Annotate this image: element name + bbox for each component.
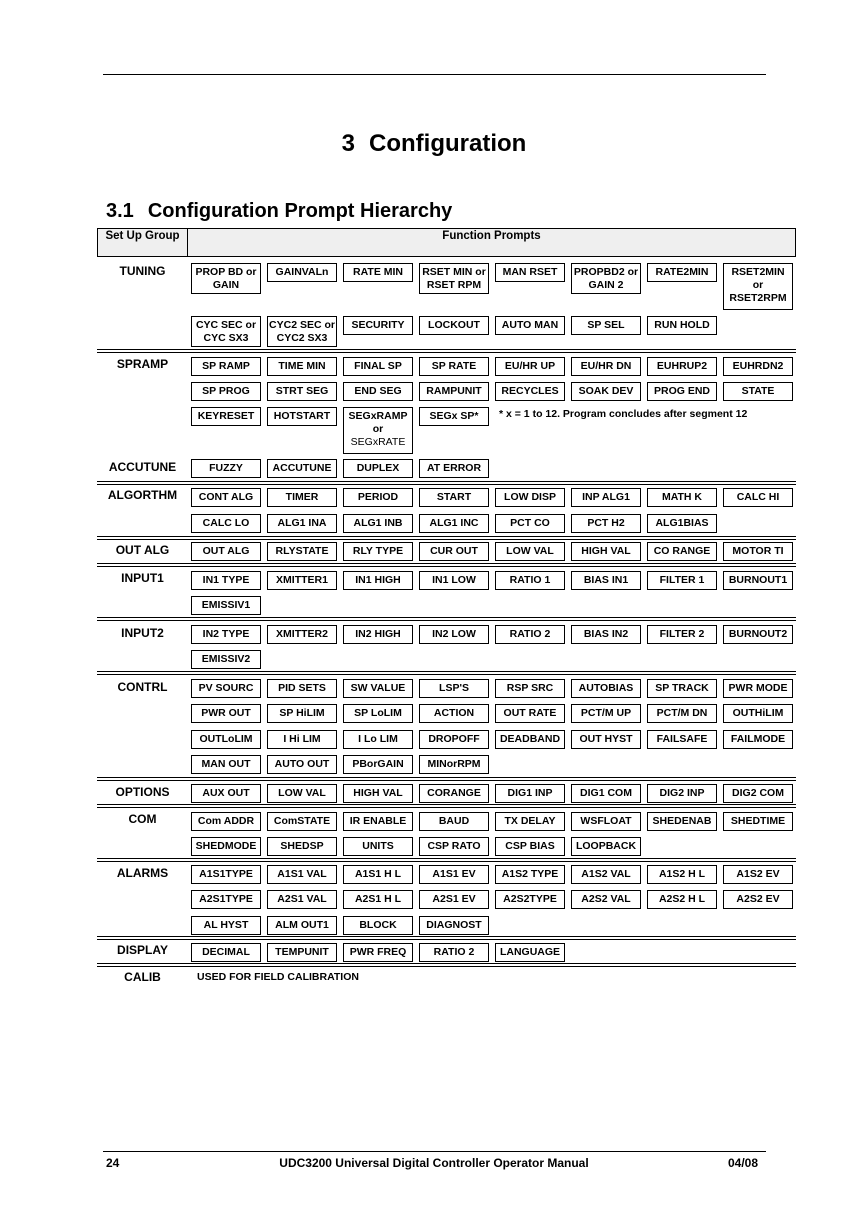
prompt-box: ACTION xyxy=(419,704,489,723)
chapter-number: 3 xyxy=(341,130,356,157)
prompt-box: AUTO OUT xyxy=(267,755,337,774)
section-heading xyxy=(106,200,452,223)
prompt-box: IN1 LOW xyxy=(419,571,489,590)
group-separator xyxy=(97,777,796,781)
prompt-box: AUTOBIAS xyxy=(571,679,641,698)
group-label: CONTRL xyxy=(117,680,168,694)
prompt-box: AUX OUT xyxy=(191,784,261,803)
prompt-box: LOCKOUT xyxy=(419,316,489,335)
prompt-box: CALC HI xyxy=(723,488,793,507)
prompt-box: A1S1 VAL xyxy=(267,865,337,884)
group-note: * x = 1 to 12. Program concludes after segment 12 xyxy=(499,408,748,420)
group-separator xyxy=(97,349,796,353)
prompt-box: BIAS IN2 xyxy=(571,625,641,644)
prompt-box: PCT H2 xyxy=(571,514,641,533)
prompt-box: OUT HYST xyxy=(571,730,641,749)
prompt-box: DIG2 INP xyxy=(647,784,717,803)
prompt-box: EU/HR UP xyxy=(495,357,565,376)
prompt-box: A1S2 VAL xyxy=(571,865,641,884)
prompt-box: FUZZY xyxy=(191,459,261,478)
group-label: OUT ALG xyxy=(115,543,170,557)
prompt-box: A1S1 H L xyxy=(343,865,413,884)
prompt-box: PBorGAIN xyxy=(343,755,413,774)
prompt-box: FILTER 2 xyxy=(647,625,717,644)
group-separator xyxy=(97,858,796,862)
setup-group-header: Set Up Group xyxy=(97,228,188,257)
prompt-box: DIAGNOST xyxy=(419,916,489,935)
prompt-box: A2S1 VAL xyxy=(267,890,337,909)
prompt-box: SP LoLIM xyxy=(343,704,413,723)
prompt-box: IN2 LOW xyxy=(419,625,489,644)
prompt-box: OUTLoLIM xyxy=(191,730,261,749)
prompt-box: PCT CO xyxy=(495,514,565,533)
prompt-box: TX DELAY xyxy=(495,812,565,831)
prompt-box: A2S1 EV xyxy=(419,890,489,909)
prompt-box: IR ENABLE xyxy=(343,812,413,831)
prompt-box: FAILMODE xyxy=(723,730,793,749)
prompt-box: SEGxRAMP or SEGxRATE xyxy=(343,407,413,454)
group-separator xyxy=(97,536,796,540)
prompt-box: RSET MIN or RSET RPM xyxy=(419,263,489,294)
prompt-box: A1S1TYPE xyxy=(191,865,261,884)
footer-page-number: 24 xyxy=(106,1156,120,1170)
prompt-box: A1S2 EV xyxy=(723,865,793,884)
prompt-box: DEADBAND xyxy=(495,730,565,749)
prompt-box: TIME MIN xyxy=(267,357,337,376)
prompt-box: CORANGE xyxy=(419,784,489,803)
prompt-box: SP TRACK xyxy=(647,679,717,698)
prompt-box: LOW VAL xyxy=(495,542,565,561)
group-note: USED FOR FIELD CALIBRATION xyxy=(197,971,359,983)
prompt-box: STRT SEG xyxy=(267,382,337,401)
prompt-box: CONT ALG xyxy=(191,488,261,507)
group-label: ALGORTHM xyxy=(107,488,178,502)
prompt-box: MOTOR TI xyxy=(723,542,793,561)
prompt-box: A2S2 EV xyxy=(723,890,793,909)
prompt-box: A2S2TYPE xyxy=(495,890,565,909)
prompt-box: I Hi LIM xyxy=(267,730,337,749)
prompt-box: PROP BD or GAIN xyxy=(191,263,261,294)
prompt-box: SW VALUE xyxy=(343,679,413,698)
prompt-box: LANGUAGE xyxy=(495,943,565,962)
prompt-box: CUR OUT xyxy=(419,542,489,561)
prompt-box: RATE2MIN xyxy=(647,263,717,282)
prompt-box: LSP'S xyxy=(419,679,489,698)
prompt-box: EU/HR DN xyxy=(571,357,641,376)
prompt-box: KEYRESET xyxy=(191,407,261,426)
prompt-box: MATH K xyxy=(647,488,717,507)
prompt-box: AUTO MAN xyxy=(495,316,565,335)
prompt-box: DIG2 COM xyxy=(723,784,793,803)
prompt-box: IN2 HIGH xyxy=(343,625,413,644)
prompt-box: IN1 HIGH xyxy=(343,571,413,590)
prompt-box: FAILSAFE xyxy=(647,730,717,749)
group-label: CALIB xyxy=(124,970,161,984)
prompt-box: ComSTATE xyxy=(267,812,337,831)
chapter-title: Configuration xyxy=(369,130,527,157)
prompt-box: LOW DISP xyxy=(495,488,565,507)
prompt-box: DROPOFF xyxy=(419,730,489,749)
prompt-box: RATIO 2 xyxy=(495,625,565,644)
prompt-box: PWR OUT xyxy=(191,704,261,723)
prompt-box: AT ERROR xyxy=(419,459,489,478)
prompt-box: DECIMAL xyxy=(191,943,261,962)
prompt-box: PROG END xyxy=(647,382,717,401)
prompt-box: FINAL SP xyxy=(343,357,413,376)
prompt-box: ALG1 INB xyxy=(343,514,413,533)
prompt-box: IN2 TYPE xyxy=(191,625,261,644)
prompt-box: SP PROG xyxy=(191,382,261,401)
prompt-box: HOTSTART xyxy=(267,407,337,426)
prompt-box: XMITTER2 xyxy=(267,625,337,644)
prompt-box: PROPBD2 or GAIN 2 xyxy=(571,263,641,294)
prompt-box: SHEDENAB xyxy=(647,812,717,831)
group-label: ACCUTUNE xyxy=(108,460,177,474)
prompt-box: MAN RSET xyxy=(495,263,565,282)
prompt-box: TEMPUNIT xyxy=(267,943,337,962)
prompt-box: A2S1TYPE xyxy=(191,890,261,909)
prompt-box: UNITS xyxy=(343,837,413,856)
group-separator xyxy=(97,804,796,808)
prompt-box: EMISSIV2 xyxy=(191,650,261,669)
prompt-box: PERIOD xyxy=(343,488,413,507)
prompt-box: RECYCLES xyxy=(495,382,565,401)
prompt-box: TIMER xyxy=(267,488,337,507)
prompt-box: A1S2 TYPE xyxy=(495,865,565,884)
prompt-box: CYC SEC or CYC SX3 xyxy=(191,316,261,347)
footer-manual-title: UDC3200 Universal Digital Controller Operator Manual xyxy=(279,1156,589,1170)
group-label: COM xyxy=(128,812,157,826)
prompt-box: RATIO 2 xyxy=(419,943,489,962)
prompt-box: CALC LO xyxy=(191,514,261,533)
prompt-box: PCT/M DN xyxy=(647,704,717,723)
prompt-box: LOOPBACK xyxy=(571,837,641,856)
prompt-box: DIG1 COM xyxy=(571,784,641,803)
prompt-box: A2S1 H L xyxy=(343,890,413,909)
prompt-box: MAN OUT xyxy=(191,755,261,774)
prompt-box: A1S2 H L xyxy=(647,865,717,884)
prompt-box: START xyxy=(419,488,489,507)
group-separator xyxy=(97,671,796,675)
prompt-box: DIG1 INP xyxy=(495,784,565,803)
prompt-box: PWR MODE xyxy=(723,679,793,698)
prompt-box: CSP RATO xyxy=(419,837,489,856)
prompt-box: IN1 TYPE xyxy=(191,571,261,590)
group-separator xyxy=(97,936,796,940)
group-separator xyxy=(97,617,796,621)
prompt-box: RSP SRC xyxy=(495,679,565,698)
prompt-box: ALG1 INC xyxy=(419,514,489,533)
group-separator xyxy=(97,963,796,967)
section-number: 3.1 xyxy=(106,200,134,222)
prompt-box: OUTHiLIM xyxy=(723,704,793,723)
prompt-box: ALG1BIAS xyxy=(647,514,717,533)
group-label: INPUT1 xyxy=(121,571,164,585)
prompt-box: XMITTER1 xyxy=(267,571,337,590)
group-label: DISPLAY xyxy=(117,943,168,957)
prompt-box: LOW VAL xyxy=(267,784,337,803)
group-separator xyxy=(97,563,796,567)
prompt-box: PV SOURC xyxy=(191,679,261,698)
prompt-box: INP ALG1 xyxy=(571,488,641,507)
prompt-box: SOAK DEV xyxy=(571,382,641,401)
prompt-box: SP RATE xyxy=(419,357,489,376)
bottom-rule xyxy=(103,1151,766,1152)
group-label: SPRAMP xyxy=(116,357,169,371)
prompt-box: OUT ALG xyxy=(191,542,261,561)
prompt-box: PCT/M UP xyxy=(571,704,641,723)
top-rule xyxy=(103,74,766,75)
group-separator xyxy=(97,481,796,485)
group-label: TUNING xyxy=(119,264,166,278)
prompt-box: Com ADDR xyxy=(191,812,261,831)
prompt-box: A2S2 H L xyxy=(647,890,717,909)
prompt-box: BURNOUT1 xyxy=(723,571,793,590)
prompt-box: RAMPUNIT xyxy=(419,382,489,401)
prompt-box: SHEDSP xyxy=(267,837,337,856)
prompt-box: SP RAMP xyxy=(191,357,261,376)
prompt-box: FILTER 1 xyxy=(647,571,717,590)
prompt-box: I Lo LIM xyxy=(343,730,413,749)
prompt-box: MINorRPM xyxy=(419,755,489,774)
prompt-box: SEGx SP* xyxy=(419,407,489,426)
prompt-box: PWR FREQ xyxy=(343,943,413,962)
prompt-box: RLYSTATE xyxy=(267,542,337,561)
prompt-box: SP SEL xyxy=(571,316,641,335)
prompt-box: OUT RATE xyxy=(495,704,565,723)
prompt-box: BURNOUT2 xyxy=(723,625,793,644)
prompt-box: PID SETS xyxy=(267,679,337,698)
prompt-box: RUN HOLD xyxy=(647,316,717,335)
prompt-box: END SEG xyxy=(343,382,413,401)
prompt-box: BAUD xyxy=(419,812,489,831)
prompt-box: EUHRDN2 xyxy=(723,357,793,376)
prompt-box: A1S1 EV xyxy=(419,865,489,884)
group-label: OPTIONS xyxy=(115,785,170,799)
prompt-box: SHEDMODE xyxy=(191,837,261,856)
section-title: Configuration Prompt Hierarchy xyxy=(147,200,453,222)
prompt-box: HIGH VAL xyxy=(571,542,641,561)
prompt-box: SP HiLIM xyxy=(267,704,337,723)
prompt-box: DUPLEX xyxy=(343,459,413,478)
footer-date: 04/08 xyxy=(728,1156,759,1170)
prompt-box: GAINVALn xyxy=(267,263,337,282)
prompt-box: CO RANGE xyxy=(647,542,717,561)
prompt-box: BIAS IN1 xyxy=(571,571,641,590)
prompt-box: EUHRUP2 xyxy=(647,357,717,376)
group-label: INPUT2 xyxy=(121,626,164,640)
prompt-box: WSFLOAT xyxy=(571,812,641,831)
prompt-box: RLY TYPE xyxy=(343,542,413,561)
prompt-box: EMISSIV1 xyxy=(191,596,261,615)
prompt-box: AL HYST xyxy=(191,916,261,935)
prompt-box: RSET2MIN or RSET2RPM xyxy=(723,263,793,310)
prompt-box: SECURITY xyxy=(343,316,413,335)
prompt-box: CYC2 SEC or CYC2 SX3 xyxy=(267,316,337,347)
prompt-box: ALM OUT1 xyxy=(267,916,337,935)
prompt-box: STATE xyxy=(723,382,793,401)
prompt-box: CSP BIAS xyxy=(495,837,565,856)
group-label: ALARMS xyxy=(116,866,169,880)
prompt-box: ACCUTUNE xyxy=(267,459,337,478)
prompt-box: RATE MIN xyxy=(343,263,413,282)
prompt-box: ALG1 INA xyxy=(267,514,337,533)
prompt-box: BLOCK xyxy=(343,916,413,935)
function-prompts-header: Function Prompts xyxy=(187,228,796,257)
prompt-box: RATIO 1 xyxy=(495,571,565,590)
prompt-box: A2S2 VAL xyxy=(571,890,641,909)
prompt-box: HIGH VAL xyxy=(343,784,413,803)
prompt-box: SHEDTIME xyxy=(723,812,793,831)
chapter-heading xyxy=(0,130,868,158)
